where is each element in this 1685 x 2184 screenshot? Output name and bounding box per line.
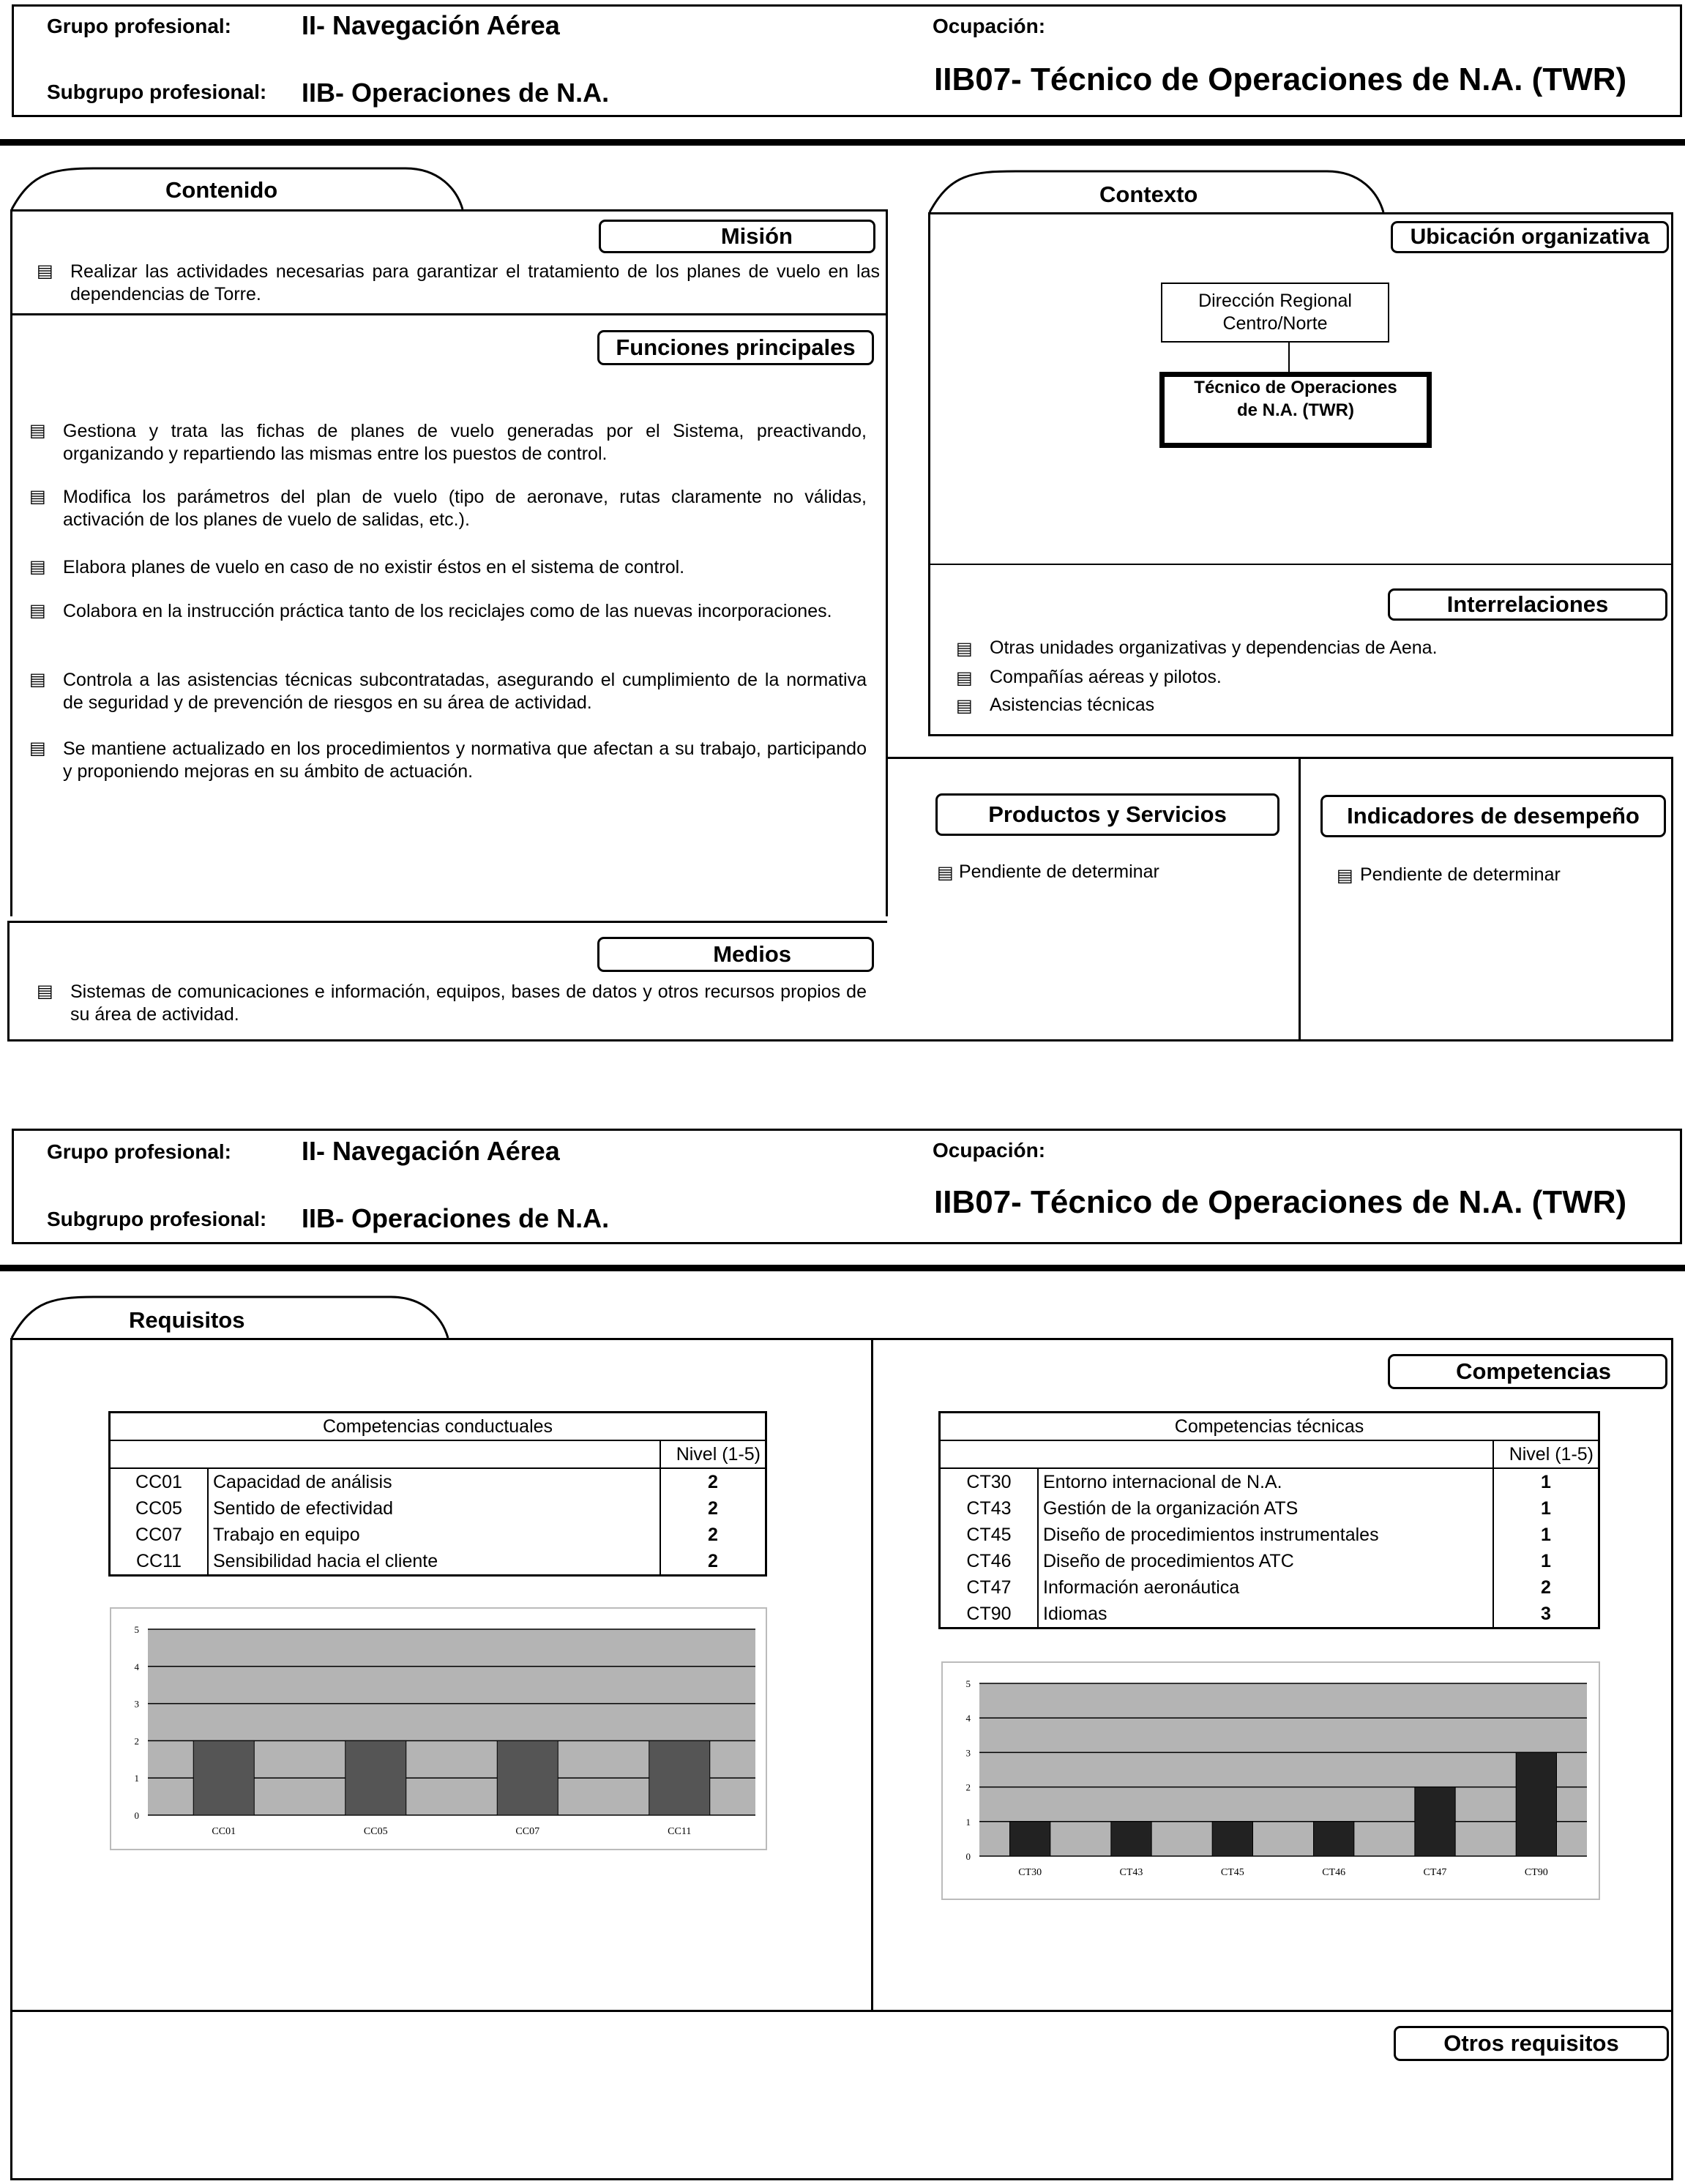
y-tick-label: 1 [134,1773,139,1784]
conductuales-table [108,1411,767,1577]
cell-code: CT46 [966,1551,1012,1571]
cell-name: Sensibilidad hacia el cliente [208,1548,660,1576]
cell-name: Información aeronáutica [1038,1574,1493,1601]
table-row [940,1522,1599,1548]
cell-level: 2 [660,1495,766,1522]
tecnicas-table-title: Competencias técnicas [940,1413,1599,1441]
subgrupo-label: Subgrupo profesional: [47,81,267,103]
ubicacion-title: Ubicación organizativa [1391,221,1669,253]
y-tick-label: 3 [965,1747,971,1759]
funcion-item: Controla a las asistencias técnicas subcontratadas, asegurando el cumplimiento de la normativa de seguridad y de prevención de riesgos en su área de actividad. [63,670,867,713]
grupo-label: Grupo profesional: [47,15,231,37]
table-row [940,1574,1599,1601]
cell-name: Diseño de procedimientos ATC [1038,1548,1493,1574]
cell-code: CC07 [135,1525,182,1545]
bar [649,1740,710,1815]
x-tick-label: CT30 [1018,1867,1042,1878]
y-tick-label: 4 [134,1661,139,1672]
y-tick-label: 2 [965,1781,971,1793]
bar [1314,1822,1354,1856]
page1-bottom-border [7,1039,1673,1041]
requisitos-right-border [1671,1338,1673,2180]
tecnicas-nivel-header: Nivel (1-5) [1493,1440,1599,1468]
cell-name: Gestión de la organización ATS [1038,1495,1493,1522]
conductuales-nivel-header: Nivel (1-5) [660,1440,766,1468]
indicadores-title: Indicadores de desempeño [1320,795,1666,837]
cell-name: Capacidad de análisis [208,1468,660,1495]
productos-top-border [886,757,1673,759]
productos-text: Pendiente de determinar [959,861,1159,882]
cell-level: 1 [1493,1468,1599,1495]
y-tick-label: 5 [134,1624,139,1635]
bar [1516,1752,1556,1856]
cell-level: 2 [660,1468,766,1495]
indicadores-text: Pendiente de determinar [1360,864,1561,885]
table-row [940,1601,1599,1628]
subgrupo-value: IIB- Operaciones de N.A. [302,1203,610,1233]
competencias-title: Competencias [1388,1354,1667,1389]
requisitos-bottom-border [10,2178,1673,2180]
y-tick-label: 3 [134,1698,139,1710]
cell-code: CT45 [966,1525,1012,1545]
cell-code: CC01 [135,1472,182,1492]
otros-divider [10,2010,1673,2012]
cell-name: Idiomas [1038,1601,1493,1628]
mision-text: Realizar las actividades necesarias para garantizar el tratamiento de los planes de vuelo en las dependencias de Torre. [70,261,880,304]
interrelaciones-title: Interrelaciones [1388,588,1667,621]
requisitos-left-border [10,1338,12,2180]
subgrupo-label: Subgrupo profesional: [47,1208,267,1230]
productos-bullet-icon: ▤ [937,863,954,883]
y-tick-label: 4 [965,1713,971,1724]
productos-indicadores-divider [1299,757,1301,1041]
contexto-tab-title: Contexto [1099,182,1198,207]
cell-level: 2 [660,1522,766,1548]
cell-level: 3 [1493,1601,1599,1628]
cell-code: CT43 [966,1498,1012,1519]
bar [193,1740,254,1815]
table-row [940,1495,1599,1522]
table-header-spacer [110,1440,661,1468]
grupo-label: Grupo profesional: [47,1140,231,1163]
otros-requisitos-title: Otros requisitos [1394,2026,1669,2061]
contenido-tab-title: Contenido [165,177,278,203]
tecnicas-chart-svg [943,1663,1599,1899]
cell-name: Sentido de efectividad [208,1495,660,1522]
interrelacion-bullet-icon: ▤ [956,639,973,659]
funcion-item: Elabora planes de vuelo en caso de no existir éstos en el sistema de control. [63,557,685,577]
requisitos-tab-title: Requisitos [129,1307,245,1333]
y-tick-label: 1 [965,1816,971,1828]
funcion-item: Modifica los parámetros del plan de vuelo (tipo de aeronave, rutas claramente no válidas, activación de los planes de vuelo de salidas, etc.). [63,487,867,530]
mision-title: Misión [599,220,875,253]
interrelacion-bullet-icon: ▤ [956,668,973,688]
medios-text: Sistemas de comunicaciones e información, equipos, bases de datos y otros recursos propios de su área de actividad. [70,981,867,1025]
productos-title: Productos y Servicios [935,793,1279,836]
contexto-divider [928,564,1673,565]
cell-name: Trabajo en equipo [208,1522,660,1548]
y-tick-label: 5 [965,1678,971,1689]
plot-area [979,1683,1587,1856]
funcion-bullet-icon: ▤ [29,557,46,577]
interrelacion-item: Compañías aéreas y pilotos. [990,667,1222,687]
bar [497,1740,558,1815]
x-tick-label: CT46 [1322,1867,1346,1878]
bar [1212,1822,1252,1856]
x-tick-label: CT43 [1119,1867,1143,1878]
cell-level: 2 [660,1548,766,1576]
org-parent-text: Dirección Regional Centro/Norte [1198,291,1352,334]
x-tick-label: CT45 [1220,1867,1244,1878]
funcion-bullet-icon: ▤ [29,601,46,621]
subgrupo-value: IIB- Operaciones de N.A. [302,78,610,108]
funcion-bullet-icon: ▤ [29,738,46,758]
grupo-value: II- Navegación Aérea [302,1136,560,1166]
y-tick-label: 0 [134,1810,139,1821]
funcion-item: Colabora en la instrucción práctica tanto de los reciclajes como de las nuevas incorporaciones. [63,601,832,621]
cell-code: CT90 [966,1604,1012,1624]
funcion-bullet-icon: ▤ [29,670,46,689]
interrelacion-item: Otras unidades organizativas y dependencias de Aena. [990,637,1438,658]
requisitos-top-border [10,1338,1673,1340]
medios-title: Medios [597,937,874,972]
requisitos-center-divider [871,1338,873,2011]
medios-divider [7,921,887,923]
funcion-item: Gestiona y trata las fichas de planes de vuelo generadas por el Sistema, preactivando, organizando y repartiendo las mismas entre los puestos de control. [63,421,867,464]
page1-left-border-low [7,921,10,1041]
cell-name: Entorno internacional de N.A. [1038,1468,1493,1495]
y-tick-label: 2 [134,1735,139,1747]
bar [1415,1787,1455,1856]
y-tick-label: 0 [965,1851,971,1862]
org-child-text: Técnico de Operaciones de N.A. (TWR) [1194,378,1397,420]
cell-code: CC11 [135,1551,182,1571]
contenido-top-border [10,209,887,212]
x-tick-label: CC05 [363,1826,388,1837]
tecnicas-table [938,1411,1600,1629]
table-row [940,1468,1599,1495]
header-rule-1 [0,139,1685,146]
conductuales-chart [110,1607,767,1850]
cell-code: CC05 [135,1498,182,1519]
ocupacion-label: Ocupación: [933,15,1046,37]
table-row [110,1548,766,1576]
conductuales-chart-svg [111,1609,766,1849]
medios-bullet-icon: ▤ [37,981,53,1001]
bar [1111,1822,1151,1856]
mision-bullet-icon: ▤ [37,261,53,281]
cell-code: CT47 [966,1577,1012,1598]
table-row [110,1522,766,1548]
header-rule-2 [0,1265,1685,1271]
x-tick-label: CC11 [668,1826,692,1837]
funcion-bullet-icon: ▤ [29,487,46,506]
interrelacion-bullet-icon: ▤ [956,696,973,716]
x-tick-label: CC07 [515,1826,540,1837]
table-row [110,1468,766,1495]
funcion-bullet-icon: ▤ [29,421,46,441]
indicadores-right-border [1671,757,1673,1041]
x-tick-label: CC01 [212,1826,236,1837]
cell-level: 1 [1493,1522,1599,1548]
table-row [110,1495,766,1522]
interrelacion-item: Asistencias técnicas [990,695,1155,715]
tecnicas-chart [941,1661,1600,1900]
ocupacion-value: IIB07- Técnico de Operaciones de N.A. (TWR) [934,61,1627,97]
cell-level: 1 [1493,1548,1599,1574]
cell-level: 2 [1493,1574,1599,1601]
table-row [940,1548,1599,1574]
bar [1010,1822,1050,1856]
cell-code: CT30 [966,1472,1012,1492]
table-header-spacer [940,1440,1494,1468]
conductuales-table-title: Competencias conductuales [110,1413,766,1441]
funciones-title: Funciones principales [597,330,874,365]
ocupacion-label: Ocupación: [933,1139,1046,1162]
org-connector [1288,343,1290,375]
ocupacion-value: IIB07- Técnico de Operaciones de N.A. (TWR) [934,1184,1627,1220]
indicadores-bullet-icon: ▤ [1337,866,1353,886]
funcion-item: Se mantiene actualizado en los procedimientos y normativa que afectan a su trabajo, participando y proponiendo mejoras en su ámbito de actuación. [63,738,867,782]
grupo-value: II- Navegación Aérea [302,10,560,40]
mision-divider [10,313,887,315]
cell-name: Diseño de procedimientos instrumentales [1038,1522,1493,1548]
cell-level: 1 [1493,1495,1599,1522]
x-tick-label: CT47 [1423,1867,1447,1878]
x-tick-label: CT90 [1524,1867,1548,1878]
bar [345,1740,406,1815]
